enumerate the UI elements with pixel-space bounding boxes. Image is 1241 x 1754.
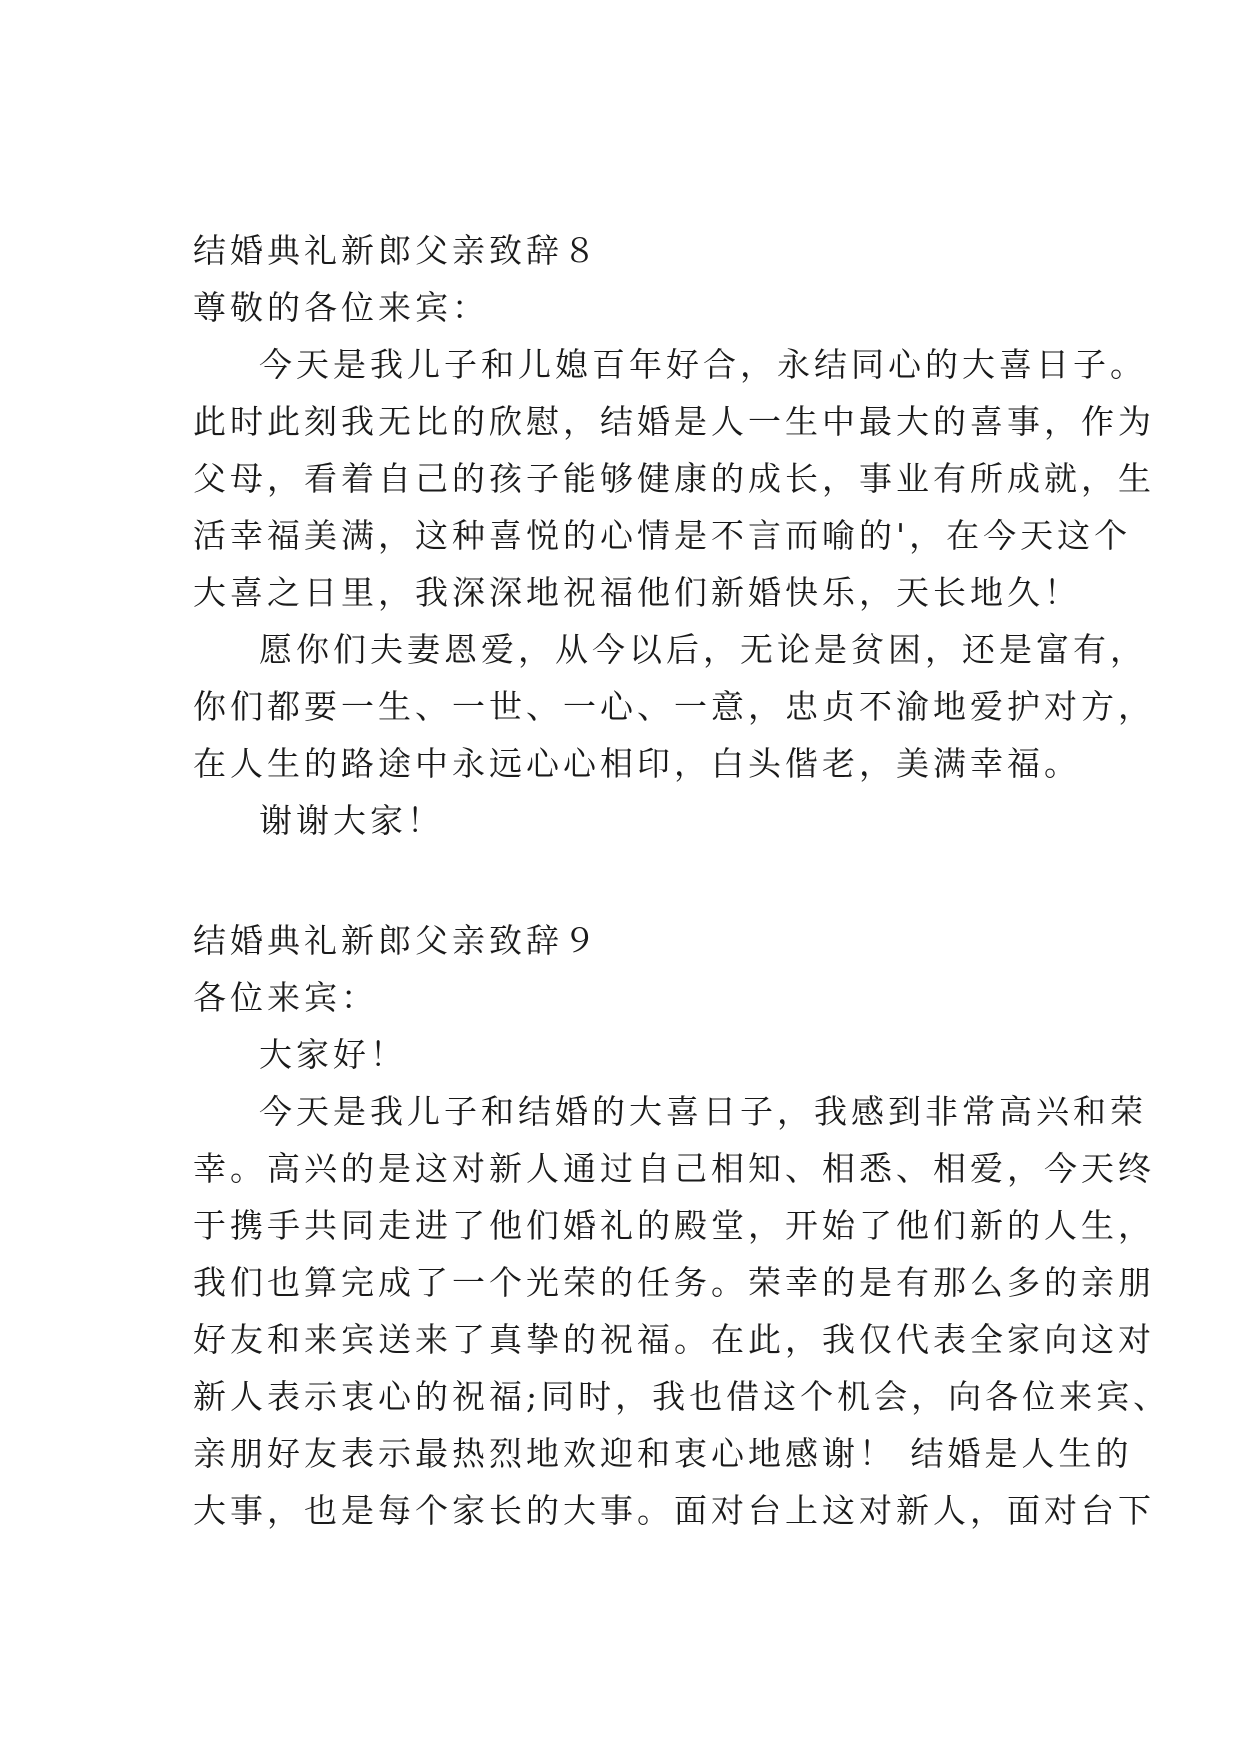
- paragraph-line: 你们都要一生、一世、一心、一意，忠贞不渝地爱护对方，: [193, 687, 1155, 726]
- section-title: 结婚典礼新郎父亲致辞８: [193, 231, 600, 270]
- paragraph-line: 亲朋好友表示最热烈地欢迎和衷心地感谢！ 结婚是人生的: [193, 1434, 1133, 1473]
- speech-section-9: [193, 912, 1171, 1539]
- paragraph-line: 此时此刻我无比的欣慰，结婚是人一生中最大的喜事，作为: [193, 402, 1155, 441]
- paragraph-line: 在人生的路途中永远心心相印，白头偕老，美满幸福。: [193, 744, 1081, 783]
- paragraph-line: 大喜之日里，我深深地祝福他们新婚快乐，天长地久！: [193, 573, 1081, 612]
- paragraph-line: 活幸福美满，这种喜悦的心情是不言而喻的'，在今天这个: [193, 516, 1132, 555]
- speech-section-8: [193, 222, 1155, 849]
- paragraph-line: 今天是我儿子和儿媳百年好合，永结同心的大喜日子。: [259, 345, 1147, 384]
- salutation: 尊敬的各位来宾：: [193, 288, 489, 327]
- closing-line: 谢谢大家！: [259, 801, 444, 840]
- salutation: 各位来宾：: [193, 978, 378, 1017]
- paragraph-line: 好友和来宾送来了真挚的祝福。在此，我仅代表全家向这对: [193, 1320, 1155, 1359]
- greeting-line: 大家好！: [259, 1035, 407, 1074]
- section-title: 结婚典礼新郎父亲致辞９: [193, 921, 600, 960]
- paragraph-line: 大事，也是每个家长的大事。面对台上这对新人，面对台下: [193, 1491, 1155, 1530]
- paragraph-line: 今天是我儿子和结婚的大喜日子，我感到非常高兴和荣: [259, 1092, 1147, 1131]
- paragraph-line: 父母，看着自己的孩子能够健康的成长，事业有所成就，生: [193, 459, 1155, 498]
- paragraph-line: 幸。高兴的是这对新人通过自己相知、相悉、相爱，今天终: [193, 1149, 1155, 1188]
- paragraph-line: 愿你们夫妻恩爱，从今以后，无论是贫困，还是富有，: [259, 630, 1147, 669]
- paragraph-line: 于携手共同走进了他们婚礼的殿堂，开始了他们新的人生，: [193, 1206, 1155, 1245]
- paragraph-line: 我们也算完成了一个光荣的任务。荣幸的是有那么多的亲朋: [193, 1263, 1155, 1302]
- paragraph-line: 新人表示衷心的祝福;同时，我也借这个机会，向各位来宾、: [193, 1377, 1171, 1416]
